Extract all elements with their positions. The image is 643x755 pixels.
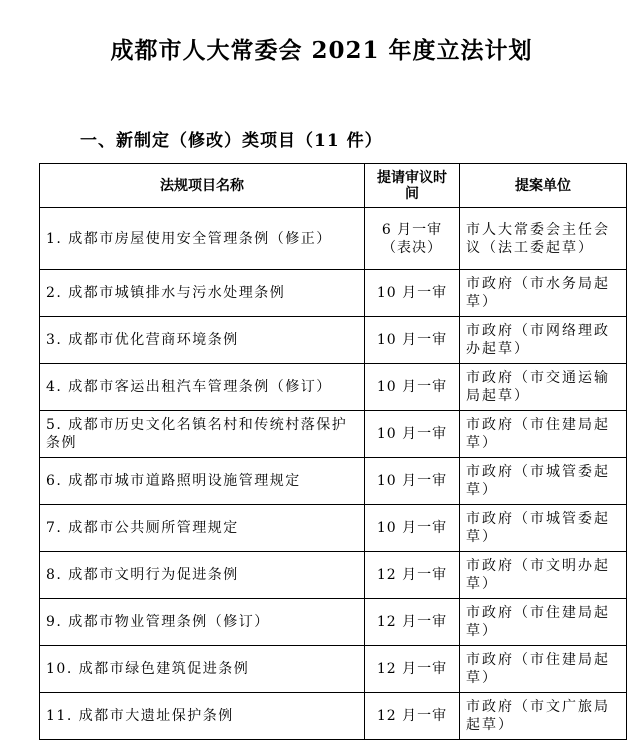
row-unit: 市政府（市城管委起草） xyxy=(460,458,627,505)
row-review: 10 月一审 xyxy=(365,458,460,505)
row-name: 6. 成都市城市道路照明设施管理规定 xyxy=(40,458,365,505)
header-proposer: 提案单位 xyxy=(460,164,627,208)
row-review: 10 月一审 xyxy=(365,317,460,364)
row-unit: 市政府（市水务局起草） xyxy=(460,270,627,317)
row-unit: 市政府（市网络理政办起草） xyxy=(460,317,627,364)
row-unit: 市政府（市城管委起草） xyxy=(460,505,627,552)
row-review: 10 月一审 xyxy=(365,270,460,317)
table-row xyxy=(40,317,627,364)
row-review: 12 月一审 xyxy=(365,693,460,740)
table-row xyxy=(40,364,627,411)
table-row xyxy=(40,208,627,270)
table-row xyxy=(40,270,627,317)
table-row xyxy=(40,646,627,693)
page-title: 成都市人大常委会 2021 年度立法计划 xyxy=(110,37,533,64)
table-row xyxy=(40,693,627,740)
table-row xyxy=(40,599,627,646)
section-heading: 一、新制定（修改）类项目（11 件） xyxy=(80,131,383,151)
table-row xyxy=(40,411,627,458)
header-name: 法规项目名称 xyxy=(40,164,365,208)
row-unit: 市政府（市住建局起草） xyxy=(460,646,627,693)
row-name: 10. 成都市绿色建筑促进条例 xyxy=(40,646,365,693)
row-review: 6 月一审（表决） xyxy=(365,208,460,270)
row-name: 5. 成都市历史文化名镇名村和传统村落保护条例 xyxy=(40,411,365,458)
row-unit: 市政府（市交通运输局起草） xyxy=(460,364,627,411)
row-review: 10 月一审 xyxy=(365,411,460,458)
row-name: 3. 成都市优化营商环境条例 xyxy=(40,317,365,364)
row-name: 11. 成都市大遗址保护条例 xyxy=(40,693,365,740)
row-unit: 市政府（市文广旅局起草） xyxy=(460,693,627,740)
row-unit: 市政府（市住建局起草） xyxy=(460,599,627,646)
table-header-row xyxy=(40,164,627,208)
row-review: 12 月一审 xyxy=(365,646,460,693)
row-name: 7. 成都市公共厕所管理规定 xyxy=(40,505,365,552)
row-unit: 市政府（市文明办起草） xyxy=(460,552,627,599)
row-unit: 市人大常委会主任会议（法工委起草） xyxy=(460,208,627,270)
row-unit: 市政府（市住建局起草） xyxy=(460,411,627,458)
legislation-table xyxy=(39,163,627,740)
row-review: 12 月一审 xyxy=(365,599,460,646)
table-row xyxy=(40,458,627,505)
row-review: 12 月一审 xyxy=(365,552,460,599)
row-name: 4. 成都市客运出租汽车管理条例（修订） xyxy=(40,364,365,411)
table-row xyxy=(40,552,627,599)
row-review: 10 月一审 xyxy=(365,505,460,552)
row-name: 1. 成都市房屋使用安全管理条例（修正） xyxy=(40,208,365,270)
row-name: 2. 成都市城镇排水与污水处理条例 xyxy=(40,270,365,317)
row-name: 8. 成都市文明行为促进条例 xyxy=(40,552,365,599)
table-row xyxy=(40,505,627,552)
row-name: 9. 成都市物业管理条例（修订） xyxy=(40,599,365,646)
header-review-time: 提请审议时间 xyxy=(365,164,460,208)
row-review: 10 月一审 xyxy=(365,364,460,411)
